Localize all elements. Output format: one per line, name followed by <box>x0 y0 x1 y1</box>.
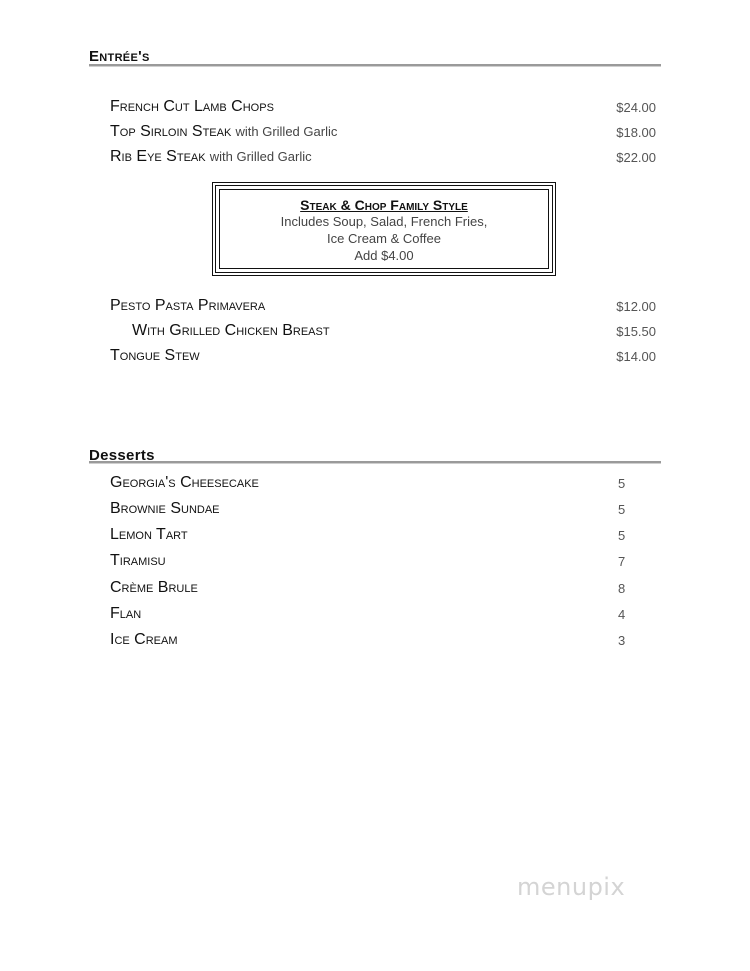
item-name: Tiramisu <box>110 552 166 569</box>
entrees-heading: Entrée's <box>89 48 150 65</box>
family-style-price: Add $4.00 <box>354 248 414 263</box>
dessert-item <box>110 605 141 623</box>
dessert-item <box>110 474 259 492</box>
item-price: 4 <box>618 607 626 622</box>
item-name: Lemon Tart <box>110 526 188 543</box>
item-price: 5 <box>618 502 626 517</box>
item-name: Crème Brule <box>110 579 198 596</box>
menu-item <box>110 148 312 166</box>
item-name: Rib Eye Steak <box>110 148 206 165</box>
menupix-watermark: menupix <box>517 873 626 901</box>
menu-item <box>110 347 200 365</box>
item-description: with Grilled Garlic <box>235 124 338 139</box>
desserts-rule <box>89 461 661 464</box>
item-name: Georgia's Cheesecake <box>110 474 259 491</box>
item-price: 5 <box>618 476 626 491</box>
family-style-inner-border <box>219 189 549 269</box>
item-price: $24.00 <box>616 100 656 115</box>
entrees-rule <box>89 64 661 67</box>
item-name: Top Sirloin Steak <box>110 123 232 140</box>
item-price: 3 <box>618 633 626 648</box>
desserts-heading: Desserts <box>89 447 155 464</box>
dessert-item <box>110 552 166 570</box>
dessert-item <box>110 526 188 544</box>
item-name: With Grilled Chicken Breast <box>132 322 330 339</box>
family-style-line: Ice Cream & Coffee <box>327 231 441 246</box>
item-price: $18.00 <box>616 125 656 140</box>
dessert-item <box>110 579 198 597</box>
menu-item <box>110 297 265 315</box>
item-price: 7 <box>618 554 626 569</box>
item-price: $22.00 <box>616 150 656 165</box>
dessert-item <box>110 631 178 649</box>
item-name: Ice Cream <box>110 631 178 648</box>
item-name: Brownie Sundae <box>110 500 220 517</box>
item-name: Pesto Pasta Primavera <box>110 297 266 314</box>
family-style-title: Steak & Chop Family Style <box>300 197 468 213</box>
item-description: with Grilled Garlic <box>209 149 312 164</box>
item-price: $14.00 <box>616 349 656 364</box>
item-name: French Cut Lamb Chops <box>110 98 274 115</box>
family-style-box <box>212 182 556 276</box>
family-style-line: Includes Soup, Salad, French Fries, <box>280 214 488 229</box>
item-price: $12.00 <box>616 299 656 314</box>
item-price: 8 <box>618 581 626 596</box>
item-price: $15.50 <box>616 324 656 339</box>
dessert-item <box>110 500 220 518</box>
item-price: 5 <box>618 528 626 543</box>
menu-item <box>132 322 330 340</box>
item-name: Flan <box>110 605 142 622</box>
item-name: Tongue Stew <box>110 347 200 364</box>
menu-item <box>110 123 337 141</box>
menu-item <box>110 98 274 116</box>
